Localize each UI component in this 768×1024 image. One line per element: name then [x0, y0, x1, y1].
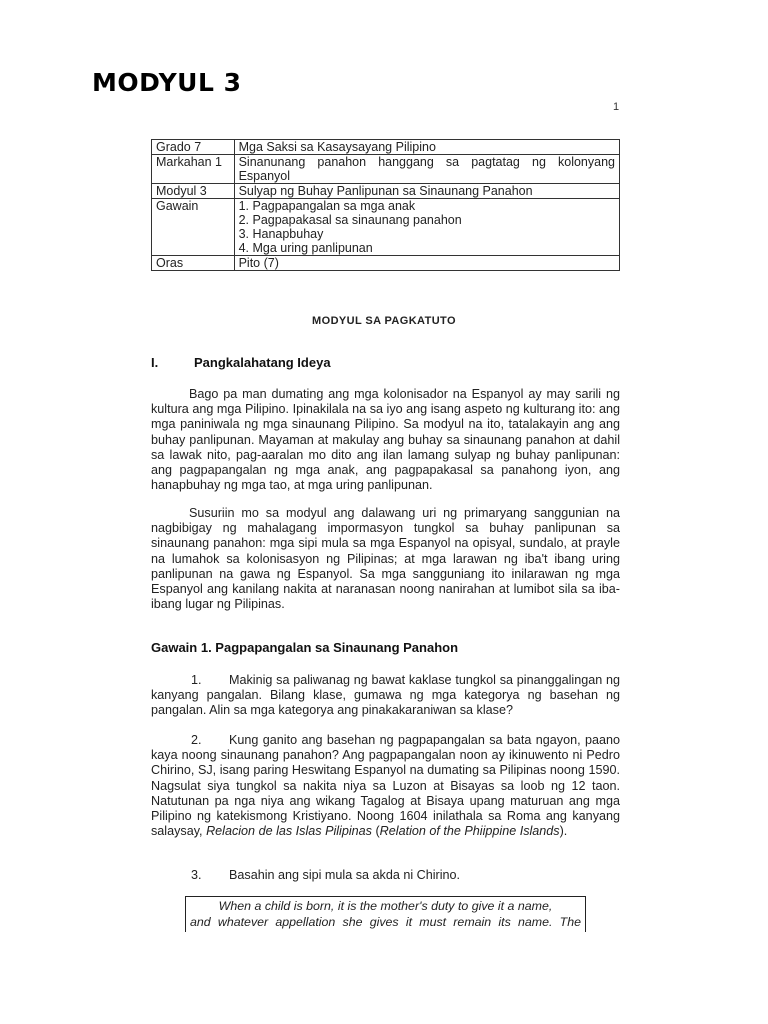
- section-heading: [151, 355, 331, 370]
- quote-line: and whatever appellation she gives it must remain its name. The: [190, 914, 581, 929]
- item-text: Basahin ang sipi mula sa akda ni Chirino.: [229, 868, 461, 882]
- list-item: [151, 868, 620, 883]
- item-text: (: [371, 824, 380, 839]
- table-row: [152, 140, 620, 155]
- item-number: 3.: [191, 868, 202, 882]
- paragraph-text: Bago pa man dumating ang mga kolonisador na Espanyol ay may sarili ng kultura ang mga Pilipino. Ipinakilala na sa iyo ang isang aspeto ng kulturang ito: ang mga paniniwala ng mga sinaunang Pilipino. Sa modyul na ito, tatalakayin ang ang buhay panlipunan. Mayaman at makulay ang buhay sa sinaunang panahon at dahil sa lawak nito, pag-aaralan mo dito ang ilan lamang sulyap ng buhay panlipunan: ang pagpapangalan ng mga anak, ang pagpapakasal sa panahong iyon, ang hanapbuhay ng mga tao, at mga uring panlipunan.: [151, 387, 620, 493]
- module-info-table: [151, 139, 620, 271]
- paragraph: [151, 387, 620, 493]
- item-text: ).: [559, 824, 568, 839]
- section-number: I.: [151, 355, 159, 370]
- paragraph-text: Susuriin mo sa modyul ang dalawang uri ng primaryang sanggunian na nagbibigay ng mahalagang impormasyon tungkol sa buhay panlipunan sa sinaunang panahon: mga sipi mula sa mga Espanyol na opisyal, sundalo, at prayle na lumahok sa kolonisasyon ng Pilipinas; at mga larawan ng iba't ibang uring panlipunan na gawa ng Espanyol. Sa mga sangguniang ito inilarawan ng mga Espanyol ang kanilang nakita at naranasan noong nanirahan at lumibot sila sa iba-ibang lugar ng Pilipinas.: [151, 506, 620, 612]
- page-heading: MODYUL 3: [92, 68, 242, 97]
- activity-heading: Gawain 1. Pagpapangalan sa Sinaunang Panahon: [151, 640, 459, 655]
- list-item: [151, 673, 620, 719]
- item-number: 1.: [191, 673, 202, 687]
- page-number: 1: [613, 101, 620, 113]
- row-label: Modyul 3: [152, 184, 235, 199]
- row-label: Oras: [152, 256, 235, 271]
- book-title: Relacion de las Islas Pilipinas: [206, 824, 372, 839]
- row-label: Grado 7: [152, 140, 235, 155]
- item-text: Kung ganito ang basehan ng pagpapangalan sa bata ngayon, paano kaya noong sinaunang panahon? Ang pagpapangalan noon ay ikinuwento ni Pedro Chirino, SJ, isang paring Heswitang Espanyol na dumating sa Pilipinas noong 1590. Nagsulat siya tungkol sa nakita niya sa Luzon at Bisayas sa loob ng 12 taon. Natutunan pa nga niya ang wikang Tagalog at Bisaya upang maturuan ang mga Pilipino ng katekismong Kristiyano. Noong 1604 inilathala sa Roma ang kanyang salaysay,: [151, 733, 620, 839]
- table-row: [152, 199, 620, 256]
- quote-box: [185, 896, 586, 932]
- item-text: Makinig sa paliwanag ng bawat kaklase tungkol sa pinanggalingan ng kanyang pangalan. Bilang klase, gumawa ng mga kategorya ng basehan ng pangalan. Alin sa mga kategorya ang pinakakaraniwan sa klase?: [151, 673, 620, 718]
- section-title: Pangkalahatang Ideya: [194, 355, 331, 370]
- table-row: [152, 184, 620, 199]
- table-row: [152, 155, 620, 184]
- item-number: 2.: [191, 733, 202, 747]
- row-value: 1. Pagpapangalan sa mga anak 2. Pagpapakasal sa sinaunang panahon 3. Hanapbuhay 4. Mga uring panlipunan: [234, 199, 619, 256]
- book-title-english: Relation of the Phiippine Islands: [379, 824, 560, 839]
- quote-line: When a child is born, it is the mother's duty to give it a name,: [218, 899, 553, 913]
- row-value: Mga Saksi sa Kasaysayang Pilipino: [234, 140, 619, 155]
- row-value: Sinanunang panahon hanggang sa pagtatag ng kolonyang Espanyol: [234, 155, 619, 184]
- row-label: Markahan 1: [152, 155, 235, 184]
- list-item: [151, 733, 620, 839]
- table-row: [152, 256, 620, 271]
- row-value: Pito (7): [234, 256, 619, 271]
- row-label: Gawain: [152, 199, 235, 256]
- document-title: MODYUL SA PAGKATUTO: [312, 315, 456, 327]
- row-value: Sulyap ng Buhay Panlipunan sa Sinaunang Panahon: [234, 184, 619, 199]
- paragraph: [151, 506, 620, 612]
